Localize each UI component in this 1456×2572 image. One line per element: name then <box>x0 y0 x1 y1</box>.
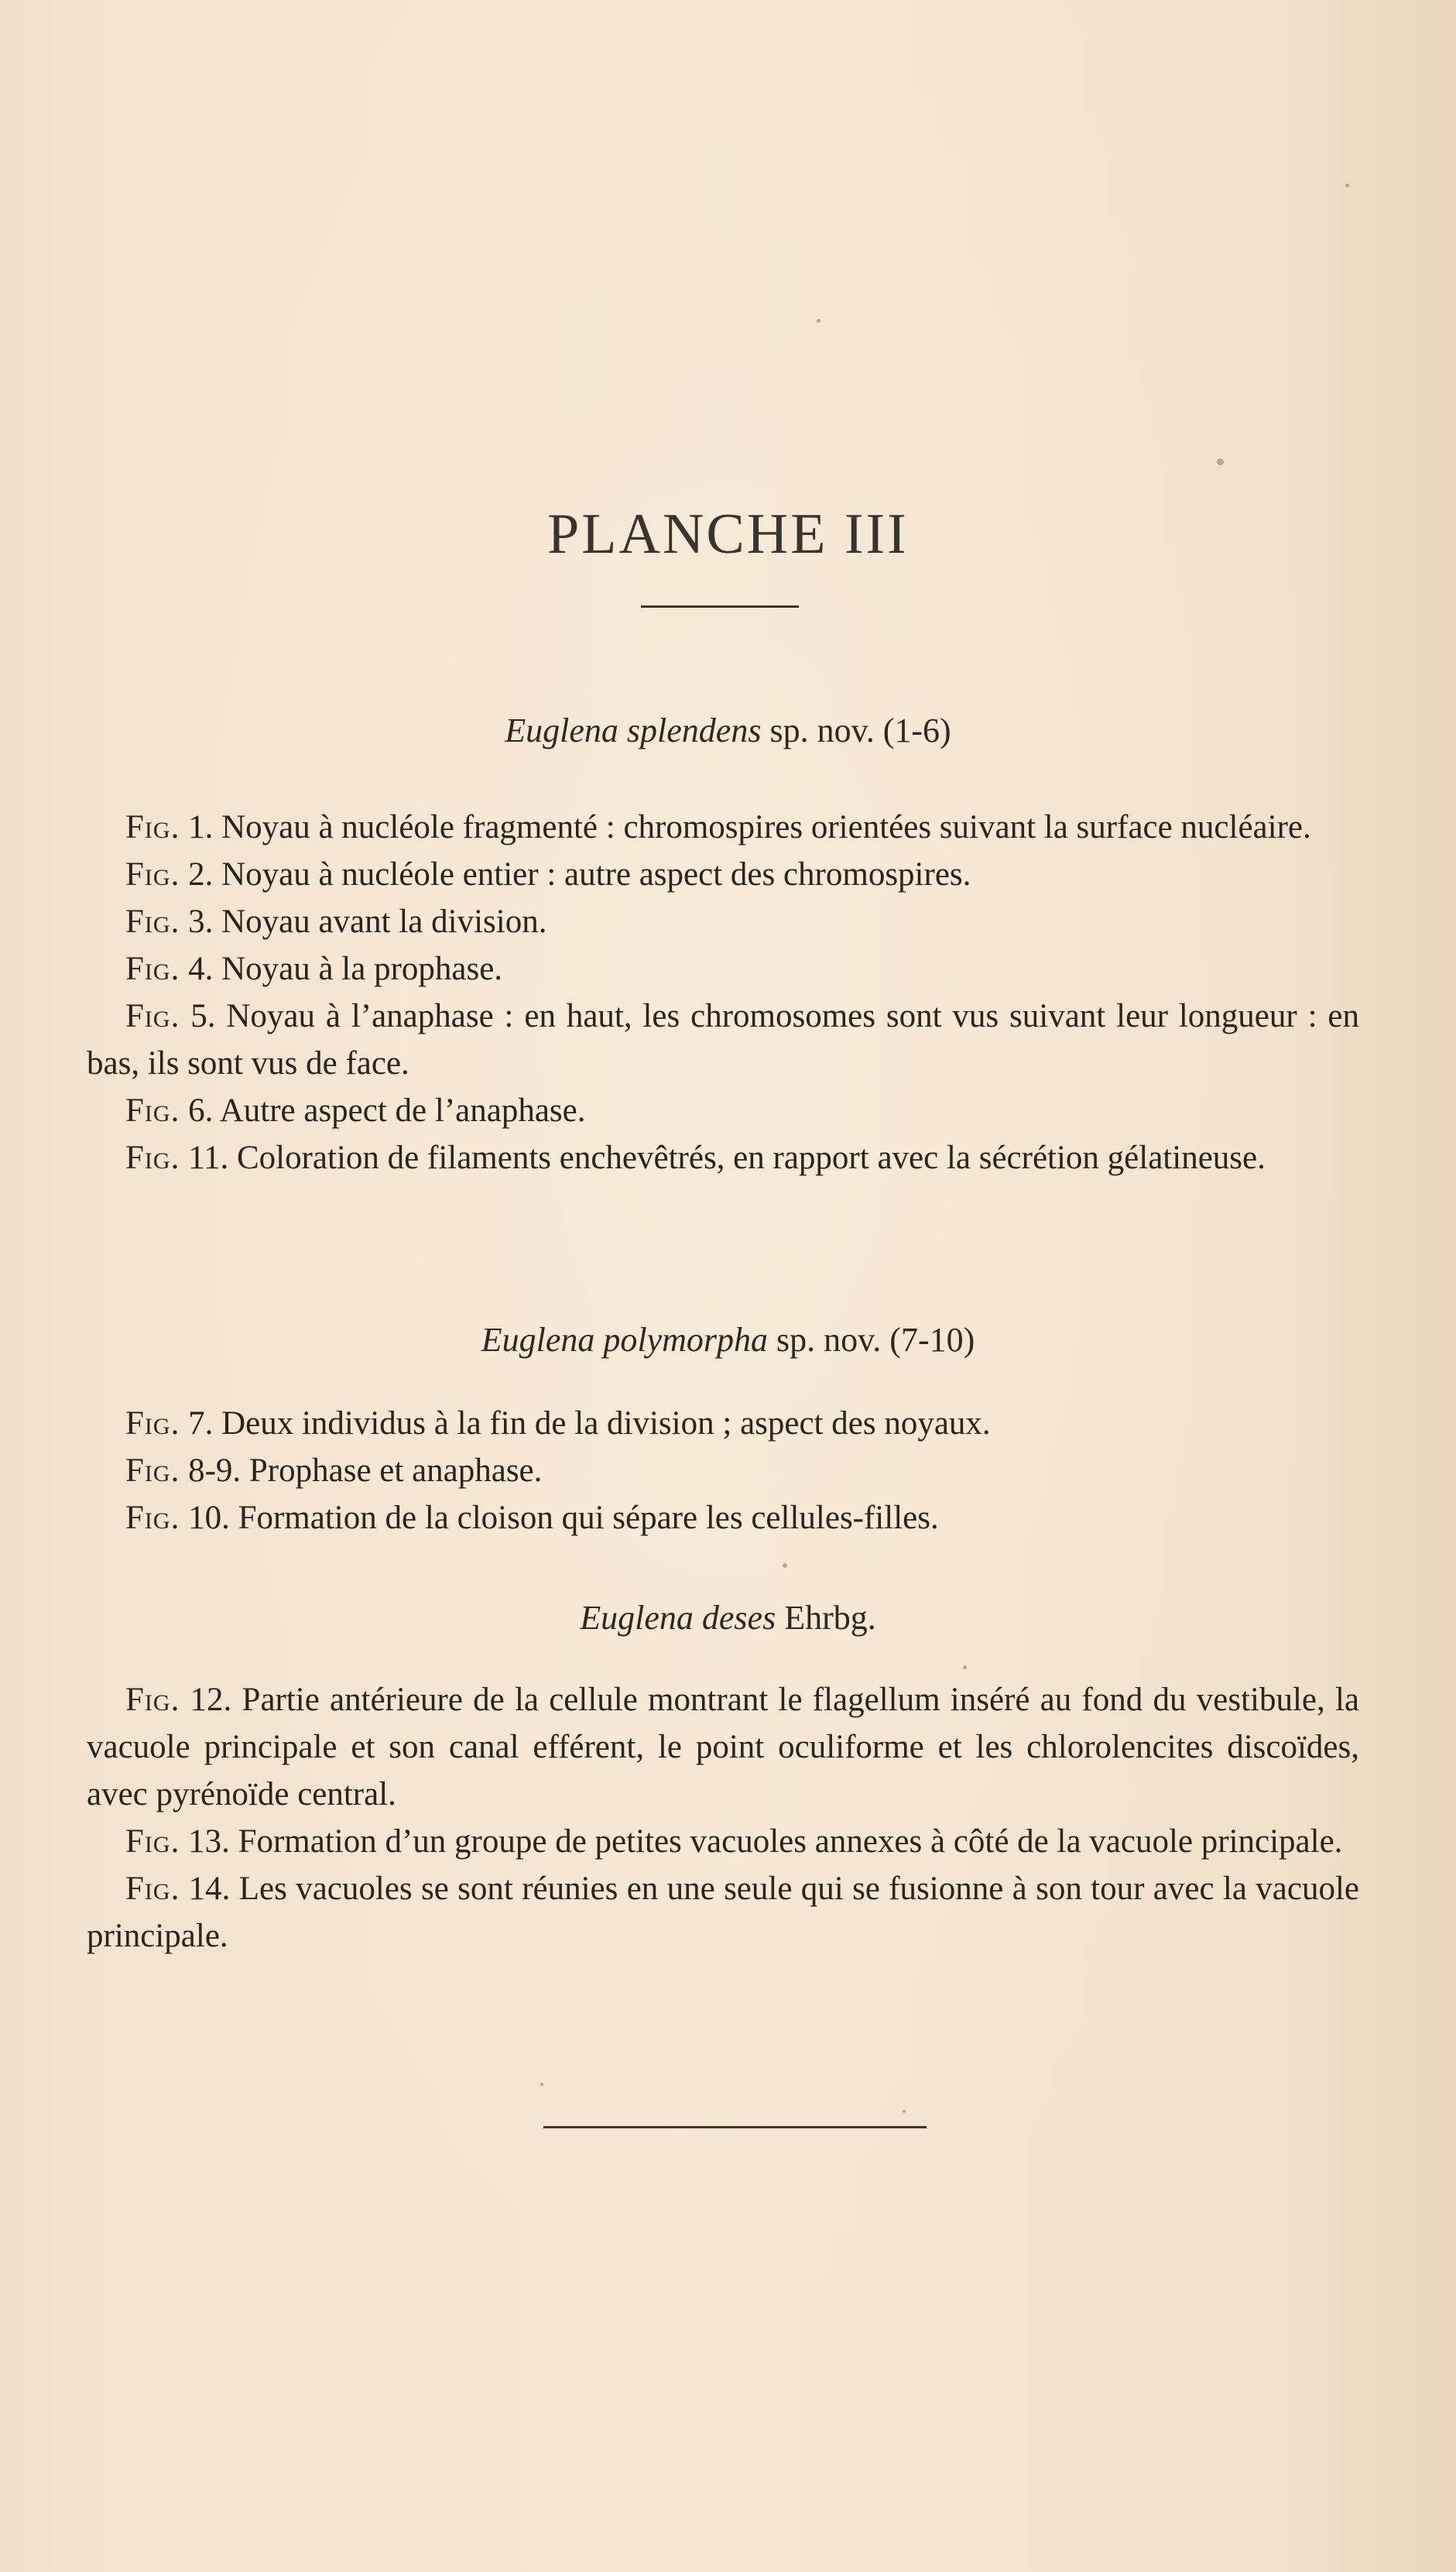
figure-text: 3. Noyau avant la division. <box>180 904 547 940</box>
figure-caption <box>87 1447 1359 1494</box>
figure-label: Fig. <box>125 904 180 940</box>
figure-text: 7. Deux individus à la fin de la division ; aspect des noyaux. <box>180 1405 991 1442</box>
figure-caption <box>87 1134 1359 1181</box>
figure-caption <box>87 804 1359 851</box>
figure-text: 10. Formation de la cloison qui sépare les cellules-filles. <box>180 1500 939 1536</box>
figure-text: 8-9. Prophase et anaphase. <box>180 1452 543 1489</box>
figure-caption <box>87 1676 1359 1818</box>
species-name: Euglena polymorpha <box>481 1321 769 1359</box>
species-qualifier: sp. nov. (7-10) <box>768 1321 975 1359</box>
figure-label: Fig. <box>125 809 180 845</box>
paper-speck <box>783 1563 787 1568</box>
figure-caption <box>87 851 1359 898</box>
figure-caption <box>87 1865 1359 1960</box>
figure-caption <box>87 945 1359 993</box>
figure-text: 1. Noyau à nucléole fragmenté : chromospires orientées suivant la surface nucléaire. <box>180 809 1311 845</box>
figure-text: 4. Noyau à la prophase. <box>180 951 503 987</box>
section-heading-polymorpha <box>0 1320 1456 1360</box>
species-name: Euglena deses <box>580 1599 776 1637</box>
figure-label: Fig. <box>125 1140 180 1176</box>
figure-label: Fig. <box>125 1682 180 1718</box>
page-title: PLANCHE III <box>547 502 909 566</box>
title-divider <box>641 605 799 608</box>
figure-text: 5. Noyau à l’anaphase : en haut, les chromosomes sont vus suivant leur longueur : en bas, ils sont vus de face. <box>87 998 1359 1082</box>
figure-text: 6. Autre aspect de l’anaphase. <box>180 1092 586 1129</box>
figure-list-polymorpha <box>87 1400 1359 1541</box>
figure-caption <box>87 1400 1359 1447</box>
paper-speck <box>903 2110 906 2113</box>
figure-label: Fig. <box>125 856 180 893</box>
figure-caption <box>87 1818 1359 1865</box>
figure-label: Fig. <box>125 1500 180 1536</box>
section-heading-deses <box>0 1598 1456 1638</box>
paper-speck <box>1217 458 1224 465</box>
figure-text: 11. Coloration de filaments enchevêtrés, en rapport avec la sécrétion gélatineuse. <box>180 1140 1266 1176</box>
paper-speck <box>817 319 820 323</box>
species-qualifier: Ehrbg. <box>776 1599 876 1637</box>
species-qualifier: sp. nov. (1-6) <box>761 712 951 749</box>
figure-caption <box>87 993 1359 1087</box>
figure-text: 2. Noyau à nucléole entier : autre aspect des chromospires. <box>180 856 971 893</box>
paper-speck <box>540 2083 543 2086</box>
figure-label: Fig. <box>125 1871 180 1907</box>
figure-caption <box>87 1087 1359 1134</box>
figure-label: Fig. <box>125 1092 180 1129</box>
end-divider <box>543 2126 927 2128</box>
figure-label: Fig. <box>125 951 180 987</box>
figure-label: Fig. <box>125 1452 180 1489</box>
figure-caption <box>87 898 1359 945</box>
figure-caption <box>87 1494 1359 1541</box>
figure-label: Fig. <box>125 1823 180 1860</box>
paper-speck <box>963 1665 967 1669</box>
figure-label: Fig. <box>125 998 180 1034</box>
figure-list-deses <box>87 1676 1359 1960</box>
paper-speck <box>1345 183 1349 187</box>
figure-text: 12. Partie antérieure de la cellule montrant le flagellum inséré au fond du vestibule, la vacuole principale et son canal efférent, le point oculiforme et les chlorolencites discoïdes, avec pyrénoïde central. <box>87 1682 1359 1812</box>
species-name: Euglena splendens <box>505 712 762 749</box>
figure-text: 13. Formation d’un groupe de petites vacuoles annexes à côté de la vacuole principale. <box>180 1823 1343 1860</box>
section-heading-splendens <box>0 711 1456 750</box>
figure-list-splendens <box>87 804 1359 1181</box>
figure-label: Fig. <box>125 1405 180 1442</box>
figure-text: 14. Les vacuoles se sont réunies en une seule qui se fusionne à son tour avec la vacuole principale. <box>87 1871 1359 1954</box>
